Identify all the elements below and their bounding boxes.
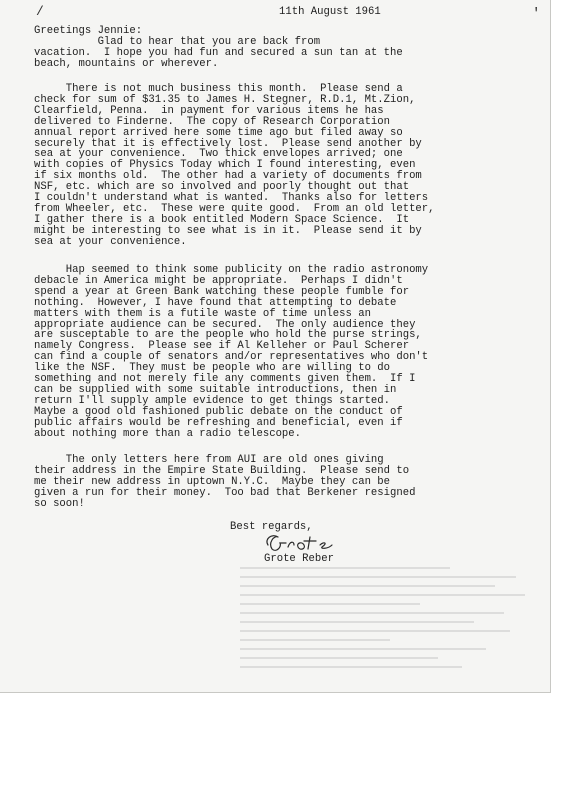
corner-mark: ' [532, 6, 541, 22]
letter-date: 11th August 1961 [279, 6, 381, 18]
paragraph-1: Glad to hear that you are back from vacation. I hope you had fun and secured a sun tan at the beach, mountains or wherever. [34, 36, 403, 70]
bleed-through-text [240, 560, 540, 670]
paragraph-4: The only letters here from AUI are old ones giving their address in the Empire State Building. Please send to me their new address in uptown N.Y.C. Maybe they can be given a run for their money. Too bad that Berkener resigned so soon! [34, 454, 416, 510]
paragraph-2: There is not much business this month. Please send a check for sum of $31.35 to James H. Stegner, R.D.1, Mt.Zion, Clearfield, Penna. in payment for various items he has delivered to Finderne. The copy of Research Corporation annual report arrived here some time ago but filed away so securely that it is effectively lost. Please send another by sea at your convenience. Two thick envelopes arrived; one with copies of Physics Today which I found interesting, even if six months old. The other had a variety of documents from NSF, etc. which are so involved and poorly thought out that I couldn't understand what is wanted. Thanks also for letters from Wheeler, etc. These were quite good. From an old letter, I gather there is a book entitled Modern Space Science. It might be interesting to see what is in it. Please send it by sea at your convenience. [34, 83, 435, 248]
signature-name: Grote Reber [264, 553, 334, 565]
corner-mark: / [36, 4, 44, 19]
letter-salutation: Greetings Jennie: [34, 25, 143, 37]
handwritten-signature [262, 531, 338, 555]
paragraph-3: Hap seemed to think some publicity on the radio astronomy debacle in America might be appropriate. Perhaps I didn't spend a year at Green Bank watching these people fumble for nothing. However, I have found that attempting to debate matters with them is a futile waste of time unless an appropriate audience can be secured. The only audience they are susceptable to are the people who hold the purse strings, namely Congress. Please see if Al Kelleher or Paul Scherer can find a couple of senators and/or representatives who don't like the NSF. They must be people who are willing to do something and not merely file any comments given them. If I can be supplied with some suitable introductions, then in return I'll supply ample evidence to get things started. Maybe a good old fashioned public debate on the conduct of public affairs would be refreshing and beneficial, even if about nothing more than a radio telescope. [34, 264, 429, 440]
letter-closing: Best regards, [230, 521, 313, 533]
